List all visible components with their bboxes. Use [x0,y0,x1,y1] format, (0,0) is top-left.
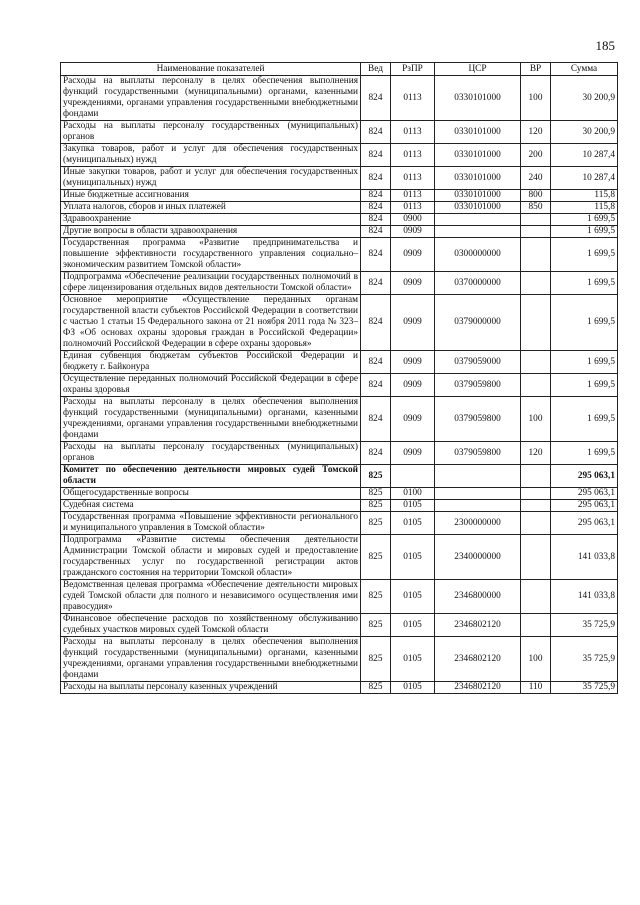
cell-name: Подпрограмма «Развитие системы обеспечения деятельности Администрации Томской области и мировых судей и предоставление государственных услуг по государственной регистрации актов гражданского состояния на территории Томской области» [61,535,361,580]
cell-rzpr: 0113 [391,121,435,144]
cell-ved: 825 [361,512,391,535]
cell-sum: 10 287,4 [551,167,618,190]
cell-csr: 0300000000 [435,238,521,272]
page-number: 185 [595,38,615,53]
budget-table [60,62,618,694]
cell-vr [521,295,551,351]
table-row [61,535,618,580]
table-row [61,295,618,351]
cell-vr: 120 [521,442,551,465]
cell-rzpr: 0113 [391,167,435,190]
cell-ved: 824 [361,226,391,238]
cell-name: Расходы на выплаты персоналу в целях обеспечения выполнения функций государственными (муниципальными) органами, казенными учреждениями, органами управления государственными внебюджетными фондами [61,397,361,442]
cell-ved: 825 [361,614,391,637]
cell-vr [521,580,551,614]
cell-rzpr: 0909 [391,272,435,295]
header-sum: Сумма [551,63,618,76]
cell-sum: 1 699,5 [551,442,618,465]
table-row [61,442,618,465]
table-row [61,614,618,637]
cell-ved: 825 [361,682,391,694]
cell-rzpr: 0113 [391,144,435,167]
cell-vr [521,465,551,488]
cell-vr [521,614,551,637]
cell-csr: 0330101000 [435,190,521,202]
header-ved: Вед [361,63,391,76]
cell-csr [435,488,521,500]
cell-ved: 825 [361,488,391,500]
cell-vr [521,374,551,397]
table-row [61,272,618,295]
cell-name: Осуществление переданных полномочий Российской Федерации в сфере охраны здоровья [61,374,361,397]
cell-sum: 115,8 [551,190,618,202]
cell-rzpr: 0909 [391,374,435,397]
cell-name: Расходы на выплаты персоналу государственных (муниципальных) органов [61,442,361,465]
cell-rzpr: 0105 [391,512,435,535]
cell-rzpr: 0113 [391,202,435,214]
cell-ved: 825 [361,500,391,512]
cell-rzpr: 0900 [391,214,435,226]
table-row [61,226,618,238]
cell-sum: 1 699,5 [551,397,618,442]
cell-sum: 141 033,8 [551,535,618,580]
cell-rzpr: 0909 [391,226,435,238]
cell-sum: 115,8 [551,202,618,214]
cell-ved: 824 [361,202,391,214]
cell-csr: 0330101000 [435,144,521,167]
cell-rzpr: 0909 [391,442,435,465]
cell-csr: 2346802120 [435,614,521,637]
cell-vr: 100 [521,637,551,682]
table-row [61,465,618,488]
table-row [61,76,618,121]
cell-sum: 295 063,1 [551,465,618,488]
cell-name: Основное мероприятие «Осуществление переданных органам государственной власти субъектов Российской Федерации в соответствии с частью 1 статьи 15 Федерального закона от 21 ноября 2011 года № 323–ФЗ «Об основах охраны здоровья граждан в Российской Федерации» полномочий Российской Федерации в сфере охраны здоровья» [61,295,361,351]
cell-name: Единая субвенция бюджетам субъектов Российской Федерации и бюджету г. Байконура [61,351,361,374]
cell-ved: 824 [361,238,391,272]
cell-ved: 825 [361,535,391,580]
cell-vr [521,351,551,374]
cell-sum: 1 699,5 [551,374,618,397]
cell-sum: 1 699,5 [551,214,618,226]
cell-rzpr: 0105 [391,580,435,614]
cell-sum: 295 063,1 [551,512,618,535]
table-row [61,580,618,614]
cell-vr [521,535,551,580]
cell-ved: 824 [361,144,391,167]
cell-rzpr: 0909 [391,295,435,351]
cell-sum: 1 699,5 [551,226,618,238]
table-row [61,214,618,226]
cell-ved: 824 [361,121,391,144]
cell-ved: 824 [361,351,391,374]
table-row [61,351,618,374]
cell-ved: 824 [361,442,391,465]
cell-rzpr: 0105 [391,637,435,682]
cell-rzpr: 0100 [391,488,435,500]
cell-ved: 825 [361,465,391,488]
cell-sum: 1 699,5 [551,238,618,272]
cell-vr: 120 [521,121,551,144]
header-vr: ВР [521,63,551,76]
cell-sum: 10 287,4 [551,144,618,167]
cell-name: Здравоохранение [61,214,361,226]
cell-rzpr: 0105 [391,614,435,637]
table-row [61,682,618,694]
cell-vr [521,238,551,272]
cell-csr: 0379059800 [435,397,521,442]
header-name: Наименование показателей [61,63,361,76]
cell-csr: 0379059000 [435,351,521,374]
cell-rzpr: 0105 [391,682,435,694]
cell-sum: 35 725,9 [551,614,618,637]
table-row [61,637,618,682]
cell-sum: 35 725,9 [551,682,618,694]
cell-name: Уплата налогов, сборов и иных платежей [61,202,361,214]
cell-name: Подпрограмма «Обеспечение реализации государственных полномочий в сфере лицензирования отдельных видов деятельности Томской области» [61,272,361,295]
cell-csr: 0379059800 [435,442,521,465]
cell-ved: 824 [361,374,391,397]
table-row [61,488,618,500]
cell-sum: 30 200,9 [551,76,618,121]
table-row [61,512,618,535]
cell-csr [435,214,521,226]
cell-name: Расходы на выплаты персоналу в целях обеспечения выполнения функций государственными (муниципальными) органами, казенными учреждениями, органами управления государственными внебюджетными фондами [61,76,361,121]
table-body [61,76,618,694]
header-csr: ЦСР [435,63,521,76]
cell-name: Закупка товаров, работ и услуг для обеспечения государственных (муниципальных) нужд [61,144,361,167]
cell-rzpr [391,465,435,488]
cell-csr: 0330101000 [435,76,521,121]
table-row [61,144,618,167]
table-row [61,397,618,442]
cell-name: Судебная система [61,500,361,512]
cell-name: Расходы на выплаты персоналу казенных учреждений [61,682,361,694]
cell-vr [521,226,551,238]
cell-vr: 240 [521,167,551,190]
cell-name: Финансовое обеспечение расходов по хозяйственному обслуживанию судебных участков мировых судей Томской области [61,614,361,637]
cell-sum: 1 699,5 [551,272,618,295]
cell-rzpr: 0909 [391,351,435,374]
cell-sum: 1 699,5 [551,295,618,351]
cell-ved: 824 [361,214,391,226]
cell-name: Расходы на выплаты персоналу государственных (муниципальных) органов [61,121,361,144]
cell-rzpr: 0113 [391,76,435,121]
cell-name: Государственная программа «Повышение эффективности регионального и муниципального управления в Томской области» [61,512,361,535]
cell-csr: 2346802120 [435,637,521,682]
cell-ved: 824 [361,76,391,121]
cell-csr: 2300000000 [435,512,521,535]
cell-sum: 30 200,9 [551,121,618,144]
cell-csr [435,465,521,488]
table-row [61,374,618,397]
cell-csr: 0330101000 [435,167,521,190]
cell-ved: 824 [361,167,391,190]
cell-ved: 824 [361,272,391,295]
cell-rzpr: 0105 [391,535,435,580]
cell-vr [521,272,551,295]
cell-csr [435,500,521,512]
cell-name: Общегосударственные вопросы [61,488,361,500]
cell-name: Комитет по обеспечению деятельности мировых судей Томской области [61,465,361,488]
cell-name: Другие вопросы в области здравоохранения [61,226,361,238]
cell-csr: 2346800000 [435,580,521,614]
cell-csr: 0370000000 [435,272,521,295]
table-row [61,121,618,144]
cell-rzpr: 0909 [391,238,435,272]
cell-rzpr: 0113 [391,190,435,202]
cell-ved: 824 [361,397,391,442]
cell-vr [521,214,551,226]
cell-sum: 295 063,1 [551,500,618,512]
cell-vr [521,500,551,512]
cell-csr: 0330101000 [435,202,521,214]
cell-name: Государственная программа «Развитие предпринимательства и повышение эффективности государственного управления социально–экономическим развитием Томской области» [61,238,361,272]
table-header-row [61,63,618,76]
cell-vr: 100 [521,76,551,121]
table-row [61,238,618,272]
cell-ved: 825 [361,637,391,682]
table-row [61,167,618,190]
cell-vr [521,512,551,535]
cell-csr: 0379000000 [435,295,521,351]
table-row [61,500,618,512]
header-rzpr: РзПР [391,63,435,76]
cell-rzpr: 0909 [391,397,435,442]
cell-sum: 1 699,5 [551,351,618,374]
cell-sum: 35 725,9 [551,637,618,682]
cell-sum: 141 033,8 [551,580,618,614]
cell-csr: 0379059800 [435,374,521,397]
cell-name: Расходы на выплаты персоналу в целях обеспечения выполнения функций государственными (муниципальными) органами, казенными учреждениями, органами управления государственными внебюджетными фондами [61,637,361,682]
cell-ved: 825 [361,580,391,614]
cell-csr: 0330101000 [435,121,521,144]
cell-ved: 824 [361,190,391,202]
cell-csr [435,226,521,238]
cell-vr: 110 [521,682,551,694]
cell-rzpr: 0105 [391,500,435,512]
cell-name: Иные бюджетные ассигнования [61,190,361,202]
cell-vr: 850 [521,202,551,214]
cell-name: Иные закупки товаров, работ и услуг для обеспечения государственных (муниципальных) нужд [61,167,361,190]
cell-name: Ведомственная целевая программа «Обеспечение деятельности мировых судей Томской области для полного и независимого осуществления ими правосудия» [61,580,361,614]
cell-csr: 2346802120 [435,682,521,694]
cell-ved: 824 [361,295,391,351]
cell-vr [521,488,551,500]
cell-vr: 800 [521,190,551,202]
table-row [61,202,618,214]
cell-csr: 2340000000 [435,535,521,580]
table-row [61,190,618,202]
cell-vr: 200 [521,144,551,167]
cell-sum: 295 063,1 [551,488,618,500]
cell-vr: 100 [521,397,551,442]
